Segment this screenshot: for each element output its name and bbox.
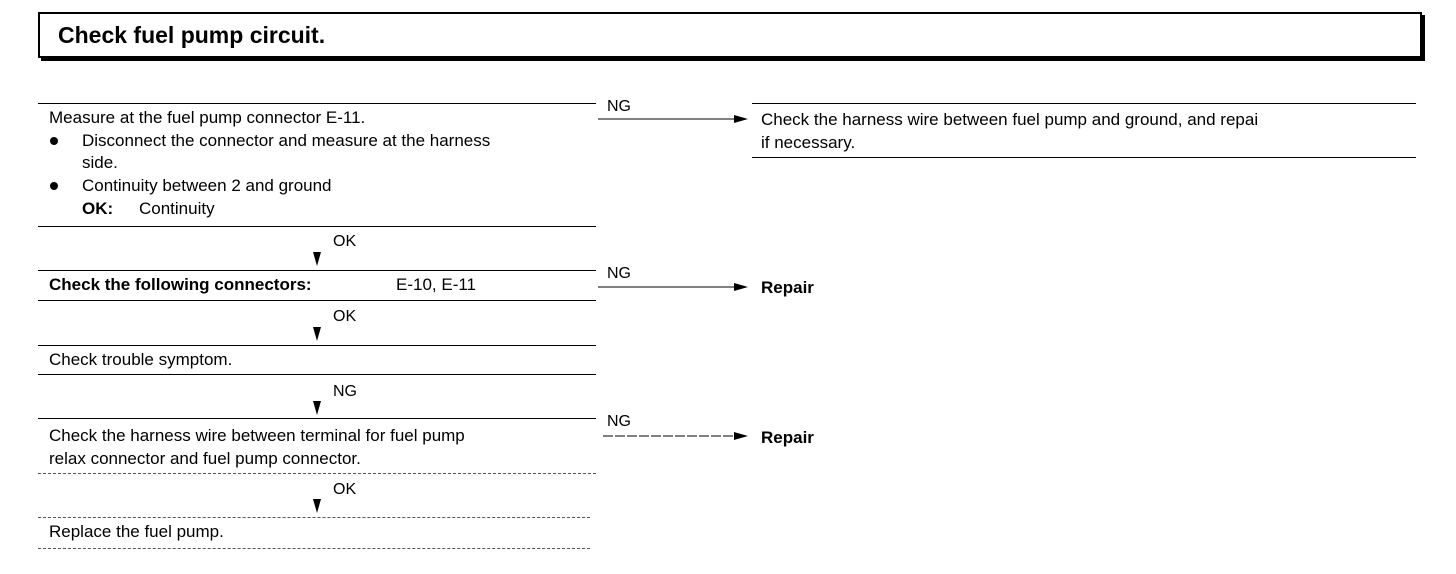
arrow-down-icon [313,327,321,341]
arrow-right-icon [603,432,748,440]
step5-text: Replace the fuel pump. [49,522,224,541]
step2-ng-label: NG [607,265,631,282]
step4-line2: relax connector and fuel pump connector. [49,449,361,468]
page-title: Check fuel pump circuit. [58,22,326,48]
arrow-down-icon [313,252,321,266]
step3-ng-flow-label: NG [333,383,357,400]
step3-text: Check trouble symptom. [49,350,233,369]
step1-heading: Measure at the fuel pump connector E-11. [49,108,366,127]
step1-ok-label: OK: [82,199,114,218]
arrow-right-icon [598,115,748,123]
step4-line1: Check the harness wire between terminal for fuel pump [49,426,465,445]
arrow-down-icon [313,401,321,415]
step2-text: E-10, E-11 [396,275,477,294]
step1-bullet2: Continuity between 2 and ground [82,176,332,195]
step4-ok-flow-label: OK [333,481,357,498]
step1-ng-result-line1: Check the harness wire between fuel pump and ground, and repai [761,110,1259,129]
step1-ok-flow-label: OK [333,233,357,250]
arrow-down-icon [313,499,321,513]
arrow-right-icon [598,283,748,291]
step1-ng-result-line2: if necessary. [761,133,856,152]
step2-bold-text: Check the following connectors: [49,275,312,294]
step4-ng-label: NG [607,413,631,430]
step1-bullet1-line1: Disconnect the connector and measure at the harness [82,131,491,150]
step1-ok-value: Continuity [139,199,215,218]
step2-ok-flow-label: OK [333,308,357,325]
step2-ng-result: Repair [761,278,814,297]
step1-bullet1-line2: side. [82,153,118,172]
step1-ng-label: NG [607,98,631,115]
step4-ng-result: Repair [761,428,814,447]
